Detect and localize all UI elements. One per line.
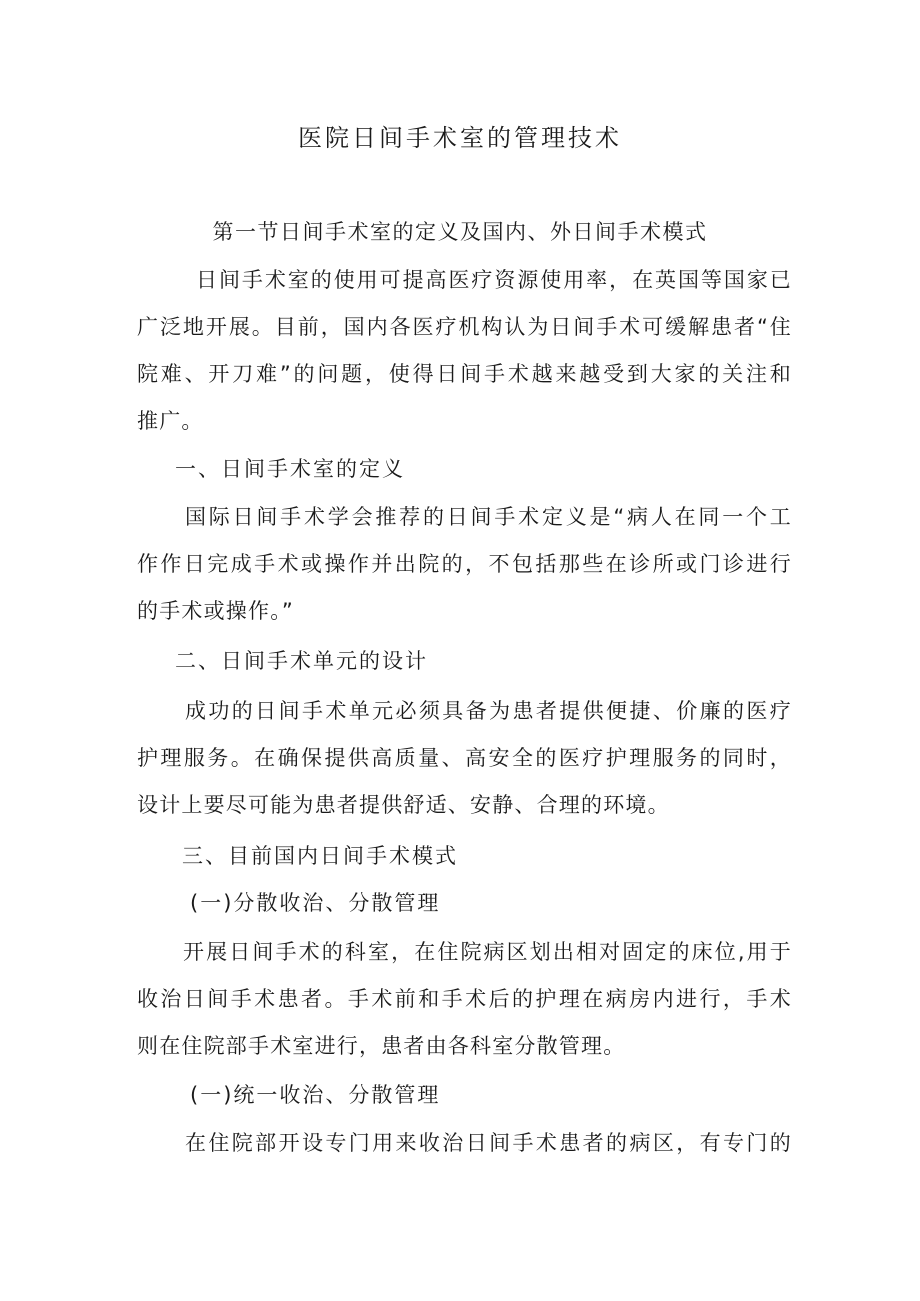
paragraph-line: 的手术或操作。” <box>137 599 294 623</box>
paragraph-line: 作作日完成手术或操作并出院的，不包括那些在诊所或门诊进行 <box>137 552 792 576</box>
subheading-unified: (一)统一收治、分散管理 <box>190 1083 441 1107</box>
paragraph-line: 设计上要尽可能为患者提供舒适、安静、合理的环境。 <box>137 793 670 817</box>
section-title: 第一节日间手术室的定义及国内、外日间手术模式 <box>212 220 708 244</box>
paragraph-line: 广泛地开展。目前，国内各医疗机构认为日间手术可缓解患者“住 <box>137 315 792 339</box>
heading-definition: 一、日间手术室的定义 <box>175 457 405 481</box>
paragraph-line: 成功的日间手术单元必须具备为患者提供便捷、价廉的医疗 <box>185 699 792 723</box>
paragraph-line: 开展日间手术的科室，在住院病区划出相对固定的床位,用于 <box>183 940 792 964</box>
paragraph-line: 则在住院部手术室进行，患者由各科室分散管理。 <box>137 1034 626 1058</box>
paragraph-line: 日间手术室的使用可提高医疗资源使用率，在英国等国家已 <box>196 268 792 292</box>
subheading-decentralized: (一)分散收治、分散管理 <box>190 891 441 915</box>
paragraph-line: 护理服务。在确保提供高质量、高安全的医疗护理服务的同时， <box>137 746 792 770</box>
heading-unit-design: 二、日间手术单元的设计 <box>175 649 428 673</box>
paragraph-line: 院难、开刀难”的问题，使得日间手术越来越受到大家的关注和 <box>137 362 792 386</box>
document-title: 医院日间手术室的管理技术 <box>298 124 622 152</box>
paragraph-line: 国际日间手术学会推荐的日间手术定义是“病人在同一个工 <box>185 505 792 529</box>
paragraph-line: 推广。 <box>137 409 204 433</box>
heading-domestic-modes: 三、目前国内日间手术模式 <box>182 844 458 868</box>
paragraph-line: 在住院部开设专门用来收治日间手术患者的病区，有专门的 <box>185 1131 792 1155</box>
paragraph-line: 收治日间手术患者。手术前和手术后的护理在病房内进行，手术 <box>137 987 792 1011</box>
